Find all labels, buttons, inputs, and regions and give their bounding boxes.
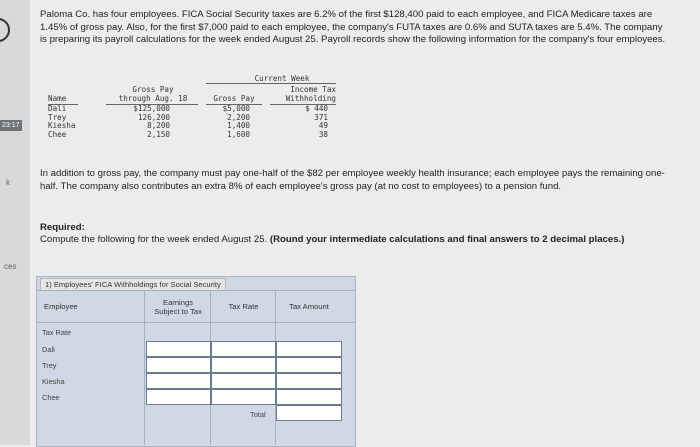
payroll-gross	[206, 105, 250, 139]
answer-table-title: 1) Employees' FICA Withholdings for Social Security	[40, 278, 226, 291]
col-header-earnings: Earnings Subject to Tax	[154, 298, 202, 316]
grid-line	[144, 290, 145, 445]
input-chee-tax-amount[interactable]	[276, 389, 342, 405]
payroll-through-value: 8,200	[147, 121, 170, 131]
input-chee-tax-rate[interactable]	[211, 389, 276, 405]
problem-intro: Paloma Co. has four employees. FICA Social Security taxes are 6.2% of the first $128,400 paid to each employee, and FICA Medicare taxes are 1.45% of gross pay. Also, for the first $7,000 paid to each employee, the company's FUTA taxes are 0.6% and SUTA taxes are 5.4%. The company is preparing its payroll calculations for the week ended August 25. Payroll records show the following information for the company's four employees.	[40, 9, 666, 45]
question-badge: 23:17	[2, 122, 20, 129]
input-dali-tax-amount[interactable]	[276, 341, 342, 357]
col-header-tax-rate: Tax Rate	[228, 302, 259, 311]
col-header-tax-amount: Tax Amount	[289, 302, 329, 311]
input-dali-earnings[interactable]	[146, 341, 211, 357]
required-label: Required:	[40, 222, 85, 233]
row-label-tax-rate: Tax Rate	[42, 328, 72, 337]
rail-label-k: k	[6, 178, 10, 187]
rail-label-ces: ces	[4, 262, 17, 271]
payroll-tax-value: 38	[318, 129, 328, 139]
row-label-kiesha: Kiesha	[42, 377, 65, 386]
col-header-employee: Employee	[44, 302, 78, 311]
header-gross-through: Gross Pay through Aug. 18	[118, 85, 188, 103]
payroll-gross-value: $5,000	[222, 104, 250, 113]
payroll-tax-value: $ 440	[305, 104, 328, 113]
header-gross-pay: Gross Pay	[213, 94, 255, 103]
additional-info: In addition to gross pay, the company must pay one-half of the $82 per employee weekly health insurance; each employee pays the remaining one-half. The company also contributes an extra 8% of each employee's gross pay (at no cost to employees) to a pension fund.	[40, 168, 665, 192]
required-text: Compute the following for the week ended August 25. (Round your intermediate calculations and final answers to 2 decimal places.)	[40, 234, 625, 245]
input-kiesha-tax-rate[interactable]	[211, 373, 276, 389]
grid-line	[36, 322, 356, 323]
payroll-names	[48, 105, 75, 139]
input-trey-tax-rate[interactable]	[211, 357, 276, 373]
left-rail	[0, 0, 30, 445]
input-chee-earnings[interactable]	[146, 389, 211, 405]
row-label-trey: Trey	[42, 361, 57, 370]
input-kiesha-tax-amount[interactable]	[276, 373, 342, 389]
payroll-through-value: 2,150	[147, 129, 170, 139]
payroll-name: Dali	[48, 104, 67, 113]
payroll-through	[108, 105, 170, 139]
payroll-tax-value: 371	[314, 112, 328, 122]
payroll-gross-value: 2,200	[227, 112, 250, 122]
rule	[206, 83, 336, 84]
header-name: Name	[48, 94, 67, 103]
payroll-tax	[290, 105, 328, 139]
payroll-tax-value: 49	[318, 121, 328, 131]
rounding-instruction: (Round your intermediate calculations and final answers to 2 decimal places.)	[269, 234, 625, 245]
header-income-tax: Income Tax Withholding	[285, 85, 336, 103]
input-kiesha-earnings[interactable]	[146, 373, 211, 389]
payroll-name: Kiesha	[48, 121, 76, 131]
payroll-gross-value: 1,400	[227, 121, 250, 131]
payroll-name: Trey	[48, 112, 67, 122]
row-label-dali: Dali	[42, 345, 55, 354]
input-total-tax-amount[interactable]	[276, 405, 342, 421]
arc-icon	[0, 18, 10, 42]
input-trey-tax-amount[interactable]	[276, 357, 342, 373]
grid-line	[36, 290, 356, 291]
current-week-heading: Current Week	[254, 74, 310, 83]
payroll-through-value: $125,000	[133, 104, 170, 113]
total-label: Total	[250, 410, 266, 419]
row-label-chee: Chee	[42, 393, 60, 402]
payroll-through-value: 126,200	[137, 112, 170, 122]
input-dali-tax-rate[interactable]	[211, 341, 276, 357]
payroll-gross-value: 1,600	[227, 129, 250, 139]
input-trey-earnings[interactable]	[146, 357, 211, 373]
payroll-name: Chee	[48, 129, 67, 139]
